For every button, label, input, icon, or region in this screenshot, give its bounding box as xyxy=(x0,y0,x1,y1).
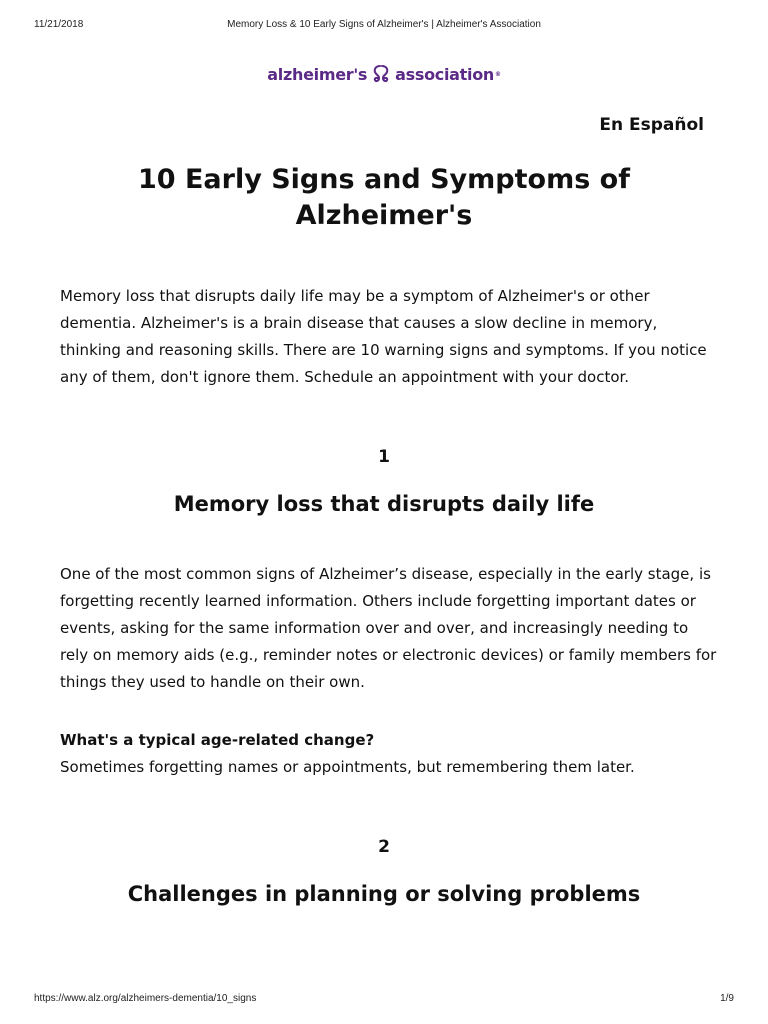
page-title: 10 Early Signs and Symptoms of Alzheimer's xyxy=(138,164,630,231)
en-espanol-link[interactable]: En Español xyxy=(599,115,704,135)
sign-1-age-question: What's a typical age-related change? xyxy=(60,731,375,749)
sign-1-body: One of the most common signs of Alzheimer’s disease, especially in the early stage, is forgetting recently learned information. Others include forgetting important dates or events, asking for the same information over and over, and increasingly needing to rely on memory aids (e.g., reminder notes or electronic devices) or family members for things they used to handle on their own. xyxy=(60,565,717,691)
logo-text-left: alzheimer's xyxy=(267,64,368,84)
sign-2-number: 2 xyxy=(378,837,390,857)
print-header-date: 11/21/2018 xyxy=(34,19,84,30)
sign-1-number: 1 xyxy=(378,447,390,467)
alzheimers-association-logo[interactable] xyxy=(0,63,768,85)
print-footer-page-number: 1/9 xyxy=(720,993,734,1004)
print-header-title: Memory Loss & 10 Early Signs of Alzheimer's | Alzheimer's Association xyxy=(227,19,541,30)
print-footer-url: https://www.alz.org/alzheimers-dementia/10_signs xyxy=(34,993,257,1004)
purple-brain-symbol-icon xyxy=(370,63,392,85)
sign-1-heading: Memory loss that disrupts daily life xyxy=(173,492,595,516)
registered-mark: ® xyxy=(494,70,501,78)
sign-2-heading: Challenges in planning or solving problems xyxy=(127,882,641,906)
intro-paragraph: Memory loss that disrupts daily life may be a symptom of Alzheimer's or other dementia. Alzheimer's is a brain disease that causes a slow decline in memory, thinking and reasoning skills. There are 10 warning signs and symptoms. If you notice any of them, don't ignore them. Schedule an appointment with your doctor. xyxy=(60,287,707,386)
sign-1-age-answer: Sometimes forgetting names or appointments, but remembering them later. xyxy=(60,758,635,776)
logo-text-right: association xyxy=(395,64,494,84)
